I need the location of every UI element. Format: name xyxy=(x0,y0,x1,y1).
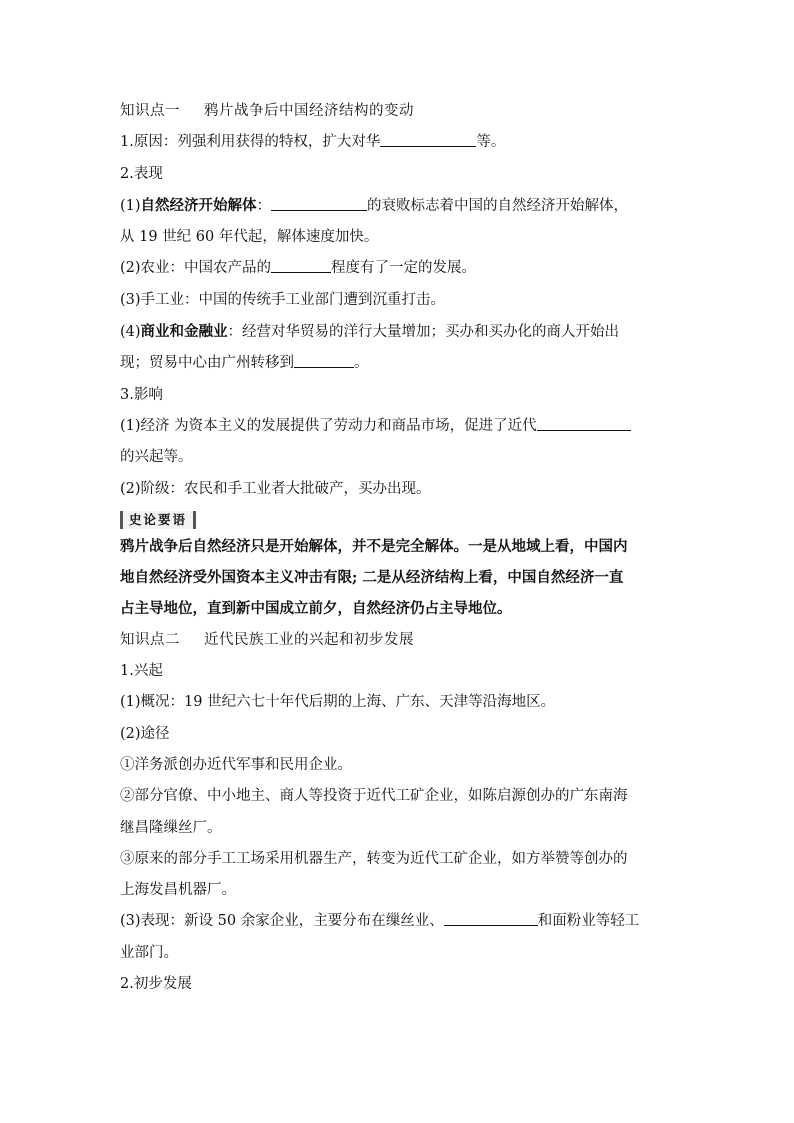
text: 等。 xyxy=(476,134,506,151)
paragraph-impact-economy xyxy=(120,411,680,442)
note-line: 占主导地位，直到新中国成立前夕，自然经济仍占主导地位。 xyxy=(120,600,512,618)
note-tag: 史论要语 xyxy=(120,511,196,529)
paragraph-overview: (1)概况：19 世纪六七十年代后期的上海、广东、天津等沿海地区。 xyxy=(120,694,556,711)
fill-blank xyxy=(444,911,538,926)
list-item-cont: 上海发昌机器厂。 xyxy=(120,882,236,899)
text: ：经营对华贸易的洋行大量增加；买办和买办化的商人开始出 xyxy=(227,324,620,341)
subheading-impact: 3.影响 xyxy=(120,386,163,403)
note-line: 鸦片战争后自然经济只是开始解体，并不是完全解体。一是从地域上看，中国内 xyxy=(120,537,628,555)
paragraph-impact-economy-cont: 的兴起等。 xyxy=(120,449,193,466)
section-title: 近代民族工业的兴起和初步发展 xyxy=(204,631,414,648)
section-heading-1 xyxy=(120,96,680,127)
fill-blank xyxy=(271,196,367,211)
section-label: 知识点二 xyxy=(120,631,180,648)
subheading-rise: 1.兴起 xyxy=(120,663,163,680)
text: 1.原因：列强利用获得的特权，扩大对华 xyxy=(120,134,381,151)
paragraph-cause xyxy=(120,127,680,158)
bold-term: 商业和金融业 xyxy=(140,323,228,341)
fill-blank xyxy=(271,258,331,273)
text: (3)表现：新设 50 余家企业，主要分布在缫丝业、 xyxy=(120,913,444,930)
text: 程度有了一定的发展。 xyxy=(331,260,477,277)
text: (1) xyxy=(120,197,141,214)
text: ： xyxy=(256,197,272,214)
paragraph-natural-economy-cont: 从 19 世纪 60 年代起，解体速度加快。 xyxy=(120,229,379,246)
paragraph-agriculture xyxy=(120,253,680,284)
text: 的衰败标志着中国的自然经济开始解体， xyxy=(367,197,629,214)
paragraph-performance xyxy=(120,906,680,937)
document-body xyxy=(120,96,680,1000)
note-line: 地自然经济受外国资本主义冲击有限; 二是从经济结构上看，中国自然经济一直 xyxy=(120,569,624,587)
list-item: ①洋务派创办近代军事和民用企业。 xyxy=(120,756,352,773)
fill-blank xyxy=(294,353,354,368)
paragraph-impact-class: (2)阶级：农民和手工业者大批破产，买办出现。 xyxy=(120,480,431,497)
section-title: 鸦片战争后中国经济结构的变动 xyxy=(204,103,414,119)
text: (1)经济 为资本主义的发展提供了劳动力和商品市场，促进了近代 xyxy=(120,417,537,434)
paragraph-channels: (2)途径 xyxy=(120,725,170,742)
list-item: ③原来的部分手工工场采用机器生产，转变为近代工矿企业，如方举赞等创办的 xyxy=(120,850,628,867)
text: 现；贸易中心由广州转移到 xyxy=(120,355,294,372)
text: 和面粉业等轻工 xyxy=(537,913,640,930)
paragraph-commerce xyxy=(120,316,680,348)
section-heading-2 xyxy=(120,625,680,656)
text: 。 xyxy=(354,355,369,372)
subheading-show: 2.表现 xyxy=(120,165,163,182)
section-label: 知识点一 xyxy=(120,103,180,119)
paragraph-commerce-cont xyxy=(120,348,680,379)
paragraph-natural-economy xyxy=(120,190,680,222)
paragraph-performance-cont: 业部门。 xyxy=(120,944,178,961)
paragraph-handicraft: (3)手工业：中国的传统手工业部门遭到沉重打击。 xyxy=(120,291,446,308)
list-item: ②部分官僚、中小地主、商人等投资于近代工矿企业，如陈启源创办的广东南海 xyxy=(120,788,628,805)
fill-blank xyxy=(380,132,476,147)
text: (2)农业：中国农产品的 xyxy=(120,260,272,277)
text: (4) xyxy=(120,324,141,341)
list-item-cont: 继昌隆缫丝厂。 xyxy=(120,819,222,836)
bold-term: 自然经济开始解体 xyxy=(140,196,257,214)
subheading-development: 2.初步发展 xyxy=(120,976,192,993)
fill-blank xyxy=(537,416,631,431)
